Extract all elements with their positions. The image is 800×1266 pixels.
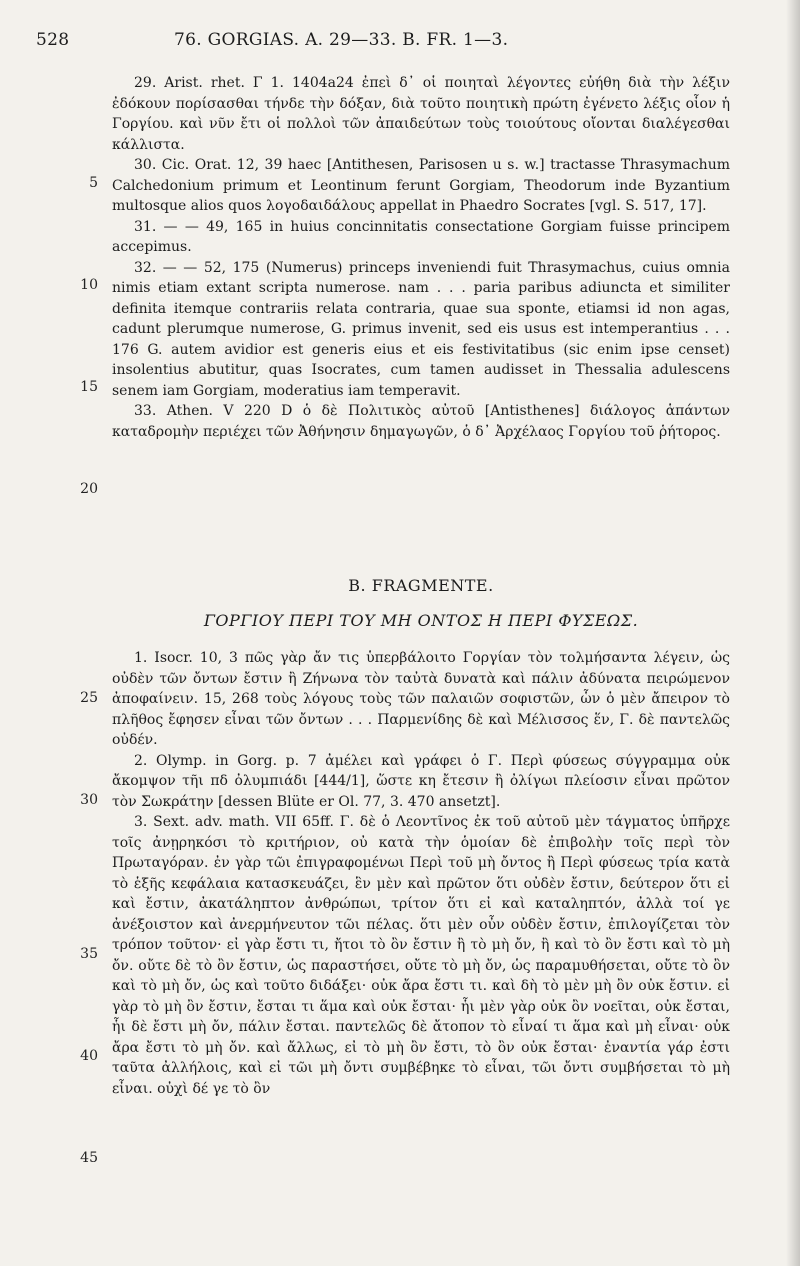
line-number: 10: [80, 277, 98, 293]
fragment-3: 3. Sext. adv. math. VII 65ff. Γ. δὲ ὁ Λεοντῖνος ἐκ τοῦ αὐτοῦ μὲν τάγματος ὑπῆρχε τοῖς ἀνῃρηκόσι τὸ κριτήριον, οὐ κατὰ τὴν ὁμοίαν δὲ ἐπιβολὴν τοῖς περὶ τὸν Πρωταγόραν. ἐν γὰρ τῶι ἐπιγραφομένωι Περὶ τοῦ μὴ ὄντος ἢ Περὶ φύσεως τρία κατὰ τὸ ἑξῆς κεφάλαια κατασκευάζει, ἓν μὲν καὶ πρῶτον ὅτι οὐδὲν ἔστιν, δεύτερον ὅτι εἰ καὶ ἔστιν, ἀκατάληπτον ἀνθρώπωι, τρίτον ὅτι εἰ καὶ καταληπτόν, ἀλλὰ τοί γε ἀνέξοιστον καὶ ἀνερμήνευτον τῶι πέλας. ὅτι μὲν οὖν οὐδὲν ἔστιν, ἐπιλογίζεται τὸν τρόπον τοῦτον· εἰ γὰρ ἔστι τι, ἤτοι τὸ ὂν ἔστιν ἢ τὸ μὴ ὄν, ἢ καὶ τὸ ὂν ἔστι καὶ τὸ μὴ ὄν. οὔτε δὲ τὸ ὂν ἔστιν, ὡς παραστήσει, οὔτε τὸ μὴ ὄν, ὡς παραμυθήσεται, οὔτε τὸ ὂν καὶ τὸ μὴ ὄν, ὡς καὶ τοῦτο διδάξει· οὐκ ἄρα ἔστι τι. καὶ δὴ τὸ μὲν μὴ ὂν οὐκ ἔστιν. εἰ γὰρ τὸ μὴ ὂν ἔστιν, ἔσται τι ἅμα καὶ οὐκ ἔσται· ἧι μὲν γὰρ οὐκ ὂν νοεῖται, οὐκ ἔσται, ἧι δὲ ἔστι μὴ ὄν, πάλιν ἔσται. παντελῶς δὲ ἄτοπον τὸ εἶναί τι ἅμα καὶ μὴ εἶναι· οὐκ ἄρα ἔστι τὸ μὴ ὄν. καὶ ἄλλως, εἰ τὸ μὴ ὂν ἔστι, τὸ ὂν οὐκ ἔσται· ἐναντία γάρ ἐστι ταῦτα ἀλλήλοις, καὶ εἰ τῶι μὴ ὄντι συμβέβηκε τὸ εἶναι, τῶι ὄντι συμβήσεται τὸ μὴ εἶναι. οὐχὶ δέ γε τὸ ὂν: [112, 814, 730, 1097]
line-number: 45: [80, 1150, 98, 1166]
testimonium-29: 29. Arist. rhet. Γ 1. 1404a24 ἐπεὶ δ᾽ οἱ ποιηταὶ λέγοντες εὐήθη διὰ τὴν λέξιν ἐδόκουν πορίσασθαι τήνδε τὴν δόξαν, διὰ τοῦτο ποιητικὴ πρώτη ἐγένετο λέξις οἷον ἡ Γοργίου. καὶ νῦν ἔτι οἱ πολλοὶ τῶν ἀπαιδεύτων τοὺς τοιούτους οἴονται διαλέγεσθαι κάλλιστα.: [112, 75, 730, 153]
page-number: 528: [36, 30, 70, 50]
line-number: 40: [80, 1048, 98, 1064]
fragments-section: [112, 648, 730, 1099]
line-number: 5: [89, 175, 98, 191]
line-number: 25: [80, 690, 98, 706]
line-number: 20: [80, 481, 98, 497]
page-edge-shadow: [786, 0, 800, 1266]
line-number: 15: [80, 379, 98, 395]
testimonia-section: [112, 73, 730, 442]
line-number: 30: [80, 792, 98, 808]
testimonium-33: 33. Athen. V 220 D ὁ δὲ Πολιτικὸς αὐτοῦ [Antisthenes] διάλογος ἁπάντων καταδρομὴν περιέχει τῶν Ἀθήνησιν δημαγωγῶν, ὁ δ᾽ Ἀρχέλαος Γοργίου τοῦ ῥήτορος.: [112, 403, 730, 440]
running-head: 76. GORGIAS. A. 29—33. B. FR. 1—3.: [174, 30, 509, 50]
fragment-1: 1. Isocr. 10, 3 πῶς γὰρ ἄν τις ὑπερβάλοιτο Γοργίαν τὸν τολμήσαντα λέγειν, ὡς οὐδὲν τῶν ὄντων ἔστιν ἢ Ζήνωνα τὸν ταὐτὰ δυνατὰ καὶ πάλιν ἀδύνατα πειρώμενον ἀποφαίνειν. 15, 268 τοὺς λόγους τοὺς τῶν παλαιῶν σοφιστῶν, ὧν ὁ μὲν ἄπειρον τὸ πλῆθος ἔφησεν εἶναι τῶν ὄντων . . . Παρμενίδης δὲ καὶ Μέλισσος ἕν, Γ. δὲ παντελῶς οὐδέν.: [112, 650, 730, 748]
testimonium-31: 31. — — 49, 165 in huius concinnitatis consectatione Gorgiam fuisse principem accepimus.: [112, 218, 730, 255]
testimonium-32: 32. — — 52, 175 (Numerus) princeps inveniendi fuit Thrasymachus, cuius omnia nimis etiam extant scripta numerose. nam . . . paria paribus adiuncta et similiter definita itemque contrariis relata contraria, quae sua sponte, etiamsi id non agas, cadunt plerumque numerose, G. primus invenit, sed eis usus est intemperantius . . . 176 G. autem avidior est generis eius et eis festivitatibus (sic enim ipse censet) insolentius abutitur, quas Isocrates, cum tamen audisset in Thessalia adulescens senem iam Gorgiam, moderatius iam temperavit.: [112, 259, 730, 399]
section-heading: B. FRAGMENTE.: [348, 576, 494, 595]
page-header: [36, 30, 736, 56]
testimonium-30: 30. Cic. Orat. 12, 39 haec [Antithesen, Parisosen u s. w.] tractasse Thrasymachum Calchedonium primum et Leontinum ferunt Gorgiam, Theodorum inde Byzantium multosque alios quos λογοδαιδάλους appellat in Phaedro Socrates [vgl. S. 517, 17].: [112, 157, 730, 214]
work-title: ΓΟΡΓΙΟΥ ΠΕΡΙ ΤΟΥ ΜΗ ΟΝΤΟΣ Η ΠΕΡΙ ΦΥΣΕΩΣ.: [203, 611, 639, 630]
fragment-2: 2. Olymp. in Gorg. p. 7 ἀμέλει καὶ γράφει ὁ Γ. Περὶ φύσεως σύγγραμμα οὐκ ἄκομψον τῆι πδ ὀλυμπιάδι [444/1], ὥστε κη ἔτεσιν ἢ ὀλίγωι πλείοσιν εἶναι πρῶτον τὸν Σωκράτην [dessen Blüte er Ol. 77, 3. 470 ansetzt].: [112, 752, 730, 810]
line-number: 35: [80, 946, 98, 962]
